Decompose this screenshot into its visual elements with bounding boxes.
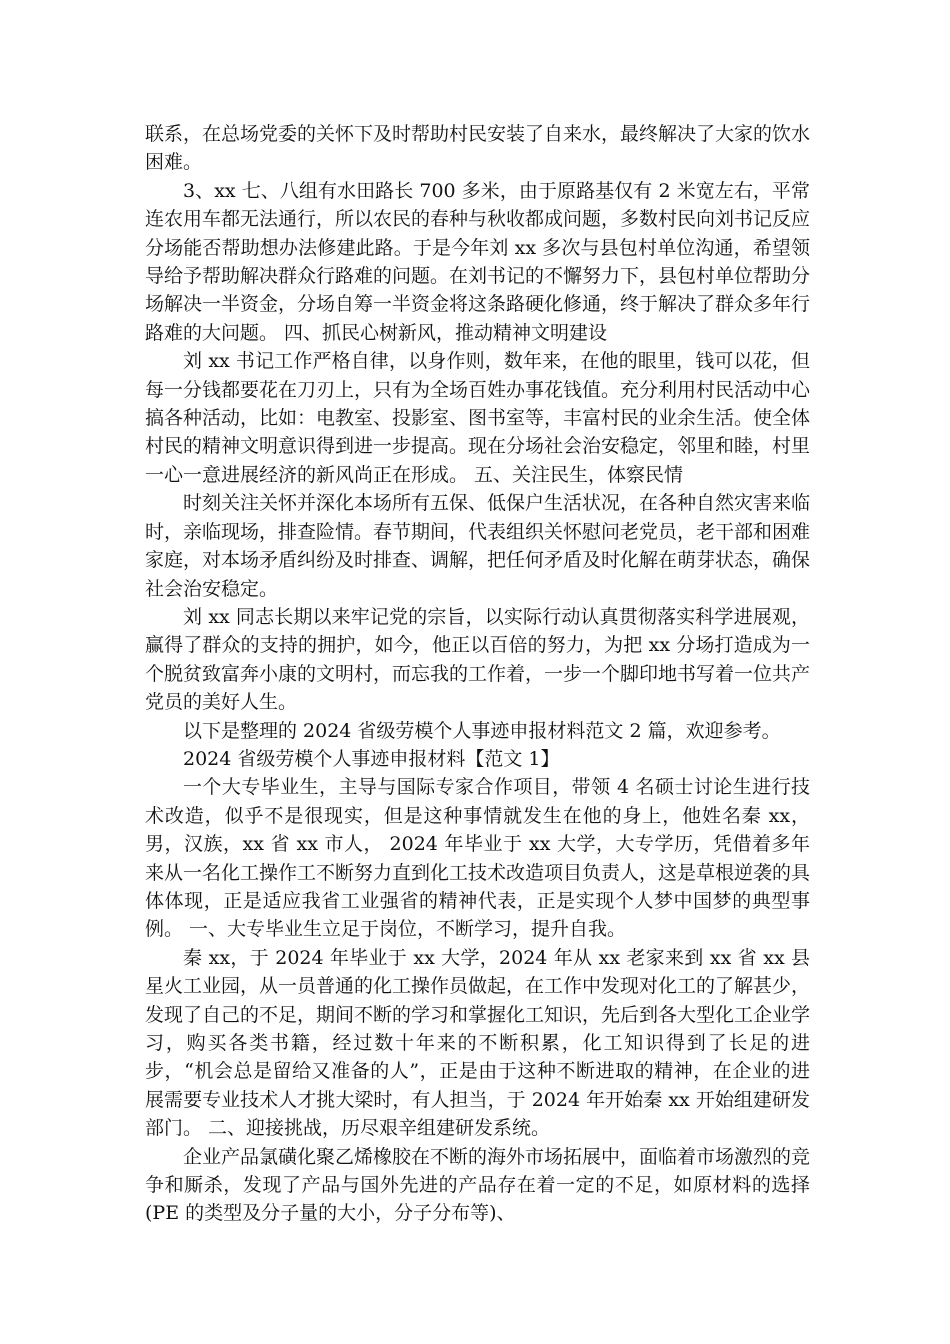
- paragraph-road-construction: 3、xx 七、八组有水田路长 700 多米，由于原路基仅有 2 米宽左右，平常连农用车都无法通行，所以农民的春种与秋收都成问题，多数村民向刘书记反应分场能否帮助想办法修建此路。于是今年刘 xx 多次与县包村单位沟通，希望领导给予帮助解决群众行路难的问题。在刘书记的不懈努力下，县包村单位帮助分场解决一半资金，分场自筹一半资金将这条路硬化修通，终于解决了群众多年行路难的大问题。 四、抓民心树新风，推动精神文明建设: [145, 179, 811, 344]
- paragraph-spiritual-civilization: 刘 xx 书记工作严格自律，以身作则，数年来，在他的眼里，钱可以花，但每一分钱都要花在刀刃上，只有为全场百姓办事花钱值。充分利用村民活动中心搞各种活动，比如：电教室、投影室、图书室等，丰富村民的业余生活。使全体村民的精神文明意识得到进一步提高。现在分场社会治安稳定，邻里和睦，村里一心一意进展经济的新风尚正在形成。 五、关注民生，体察民情: [145, 350, 811, 486]
- paragraph-livelihood: 时刻关注关怀并深化本场所有五保、低保户生活状况，在各种自然灾害来临时，亲临现场，排查险情。春节期间，代表组织关怀慰问老党员，老干部和困难家庭，对本场矛盾纠纷及时排查、调解，把任何矛盾及时化解在萌芽状态，确保社会治安稳定。: [145, 492, 811, 600]
- paragraph-product-challenge: 企业产品氯磺化聚乙烯橡胶在不断的海外市场拓展中，面临着市场激烈的竞争和厮杀，发现了产品与国外先进的产品存在着一定的不足，如原材料的选择(PE 的类型及分子量的大小，分子分布等)、: [145, 1145, 811, 1225]
- paragraph-intro-samples: 以下是整理的 2024 省级劳模个人事迹申报材料范文 2 篇，欢迎参考。: [183, 719, 781, 742]
- section-heading-sample-1: 2024 省级劳模个人事迹申报材料【范文 1】: [183, 747, 560, 770]
- paragraph-party-purpose: 刘 xx 同志长期以来牢记党的宗旨，以实际行动认真贯彻落实科学进展观，赢得了群众的支持的拥护，如今，他正以百倍的努力，为把 xx 分场打造成为一个脱贫致富奔小康的文明村，而忘我的工作着，一步一个脚印地书写着一位共产党员的美好人生。: [145, 605, 811, 714]
- paragraph-water-supply: 联系，在总场党委的关怀下及时帮助村民安装了自来水，最终解决了大家的饮水困难。: [145, 123, 811, 174]
- document-body: [145, 120, 810, 1228]
- paragraph-qin-career: 秦 xx，于 2024 年毕业于 xx 大学，2024 年从 xx 老家来到 xx 省 xx 县星火工业园，从一员普通的化工操作员做起，在工作中发现对化工的了解甚少，发现了自己的不足，期间不断的学习和掌握化工知识，先后到各大型化工企业学习，购买各类书籍，经过数十年来的不断积累，化工知识得到了长足的进步，“机会总是留给又准备的人”，正是由于这种不断进取的精神，在企业的进展需要专业技术人才挑大梁时，有人担当，于 2024 年开始秦 xx 开始组建研发部门。 二、迎接挑战，历尽艰辛组建研发系统。: [145, 946, 811, 1140]
- paragraph-college-graduate: 一个大专毕业生，主导与国际专家合作项目，带领 4 名硕士讨论生进行技术改造，似乎不是很现实，但是这种事情就发生在他的身上，他姓名秦 xx，男，汉族，xx 省 xx 市人， 2024 年毕业于 xx 大学，大专学历，凭借着多年来从一名化工操作工不断努力直到化工技术改造项目负责人，这是草根逆袭的具体体现，正是适应我省工业强省的精神代表，正是实现个人梦中国梦的典型事例。 一、大专毕业生立足于岗位，不断学习，提升自我。: [145, 776, 811, 941]
